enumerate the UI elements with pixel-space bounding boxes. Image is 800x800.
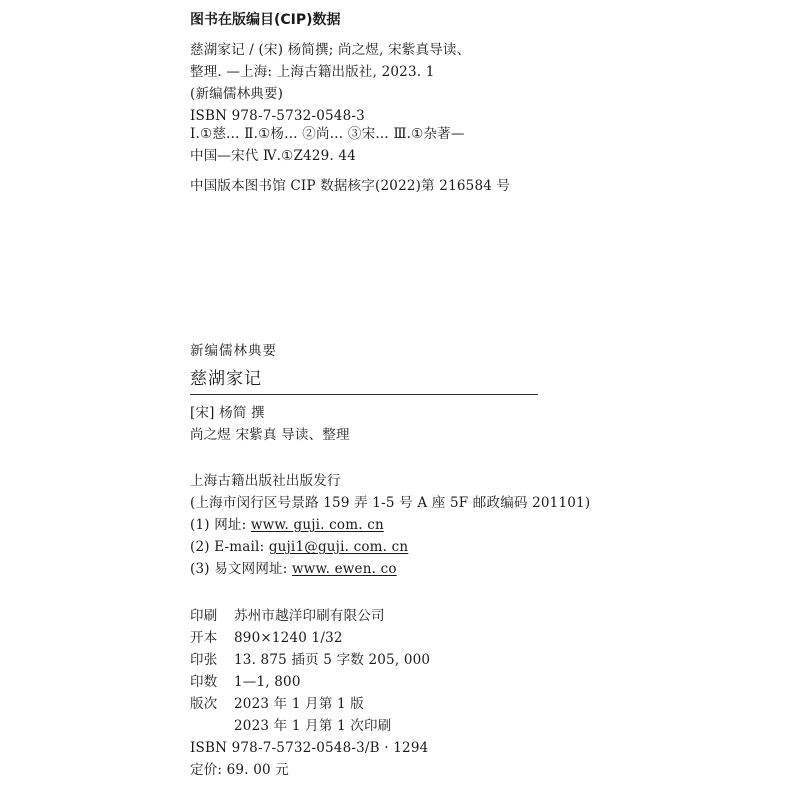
cip-classification [190,123,465,167]
title-divider [190,394,538,395]
edition-row [190,693,430,715]
format-row [190,627,430,649]
website-line [190,514,590,536]
sheets-label: 印张 [190,652,218,668]
author-block [190,402,350,446]
cip-line-title: 慈湖家记 / (宋) 杨简撰; 尚之煜, 宋紫真导读、 [190,42,471,58]
printer-label: 印刷 [190,608,218,624]
format-label: 开本 [190,630,218,646]
cip-bibliographic-record [190,39,470,127]
ewen-line [190,558,590,580]
editors-line: 尚之煜 宋紫真 导读、整理 [190,427,350,443]
cip-classification-line-1: Ⅰ.①慈… Ⅱ.①杨… ②尚… ③宋… Ⅲ.①杂著— [190,126,465,142]
cip-line-publication: 整理. —上海: 上海古籍出版社, 2023. 1 [190,64,435,80]
website-label: (1) 网址: [190,517,251,533]
email-label: (2) E-mail: [190,539,269,555]
copies-row [190,671,430,693]
cip-line-series: (新编儒林典要) [190,86,284,102]
publisher-address: (上海市闵行区号景路 159 弄 1-5 号 A 座 5F 邮政编码 201101) [190,495,591,511]
price: 定价: 69. 00 元 [190,762,289,778]
print-run-row: 2023 年 1 月第 1 次印刷 [234,718,392,734]
cip-record-number: 中国版本图书馆 CIP 数据核字(2022)第 216584 号 [190,178,511,194]
copies-label: 印数 [190,674,218,690]
author-line: [宋] 杨简 撰 [190,405,265,421]
ewen-link[interactable]: www. ewen. co [291,561,397,577]
cip-heading: 图书在版编目(CIP)数据 [190,12,341,28]
printer-row [190,605,430,627]
format-value: 890×1240 1/32 [234,630,343,646]
isbn-full: ISBN 978-7-5732-0548-3/B · 1294 [190,740,429,756]
book-title: 慈湖家记 [190,369,262,389]
printing-details [190,605,430,781]
cip-classification-line-2: 中国—宋代 Ⅳ.①Z429. 44 [190,148,356,164]
edition-label: 版次 [190,696,218,712]
email-link[interactable]: guji1@guji. com. cn [268,539,409,555]
publisher-name: 上海古籍出版社出版发行 [190,473,341,489]
sheets-row [190,649,430,671]
printer-value: 苏州市越洋印刷有限公司 [234,608,385,624]
edition-value: 2023 年 1 月第 1 版 [234,696,364,712]
cip-line-isbn: ISBN 978-7-5732-0548-3 [190,108,365,124]
email-line [190,536,590,558]
ewen-label: (3) 易文网网址: [190,561,292,577]
series-name: 新编儒林典要 [190,343,277,359]
copies-value: 1—1, 800 [234,674,301,690]
sheets-value: 13. 875 插页 5 字数 205, 000 [234,652,431,668]
website-link[interactable]: www. guji. com. cn [250,517,384,533]
publisher-block [190,470,590,580]
